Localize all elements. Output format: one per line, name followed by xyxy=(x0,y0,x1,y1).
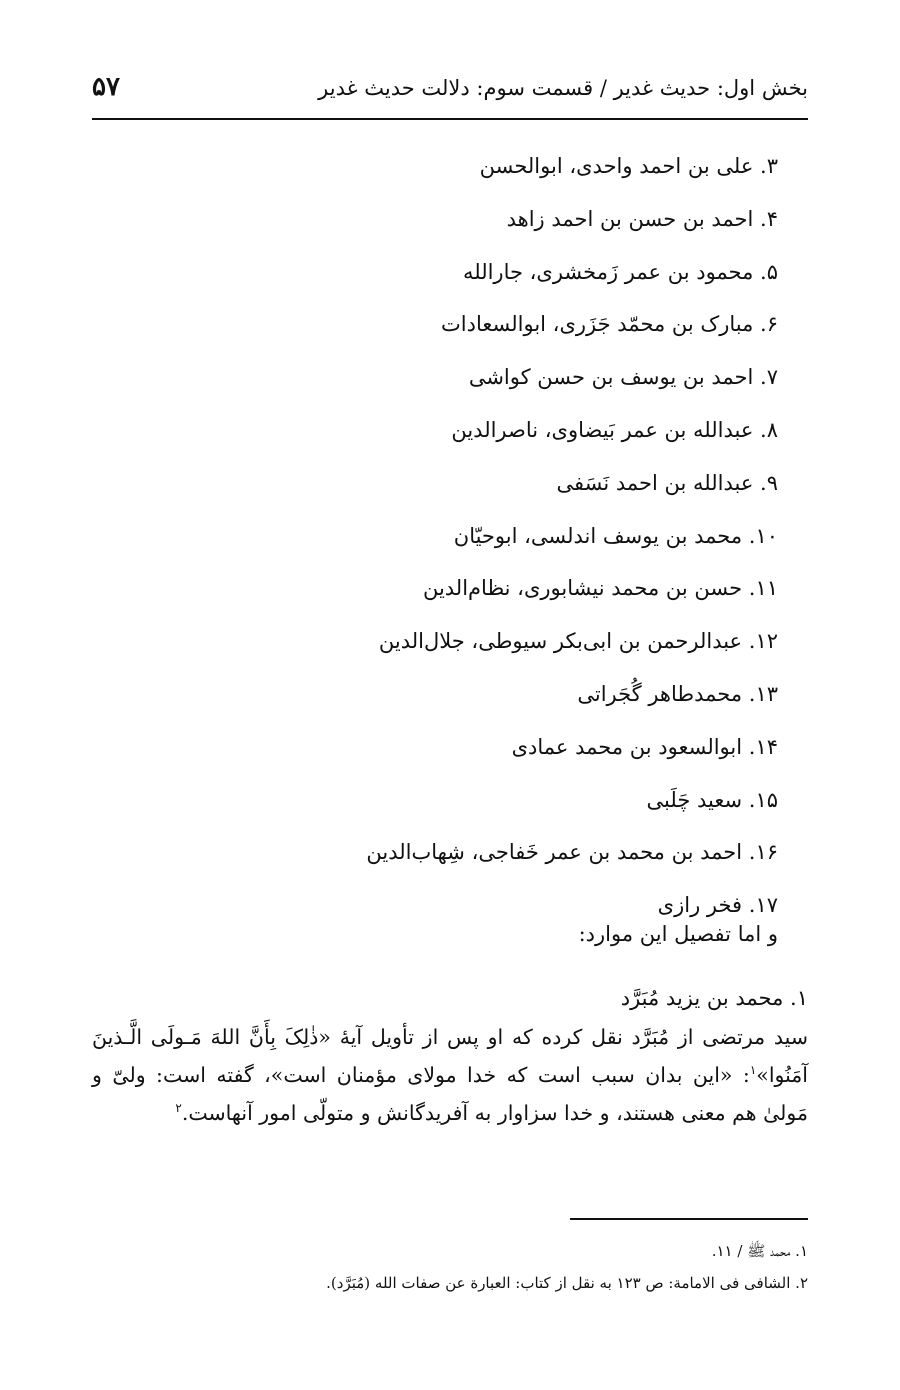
list-item: ۵. محمود بن عمر زَمخشری، جارالله xyxy=(462,259,778,284)
list-item: ۱۲. عبدالرحمن بن ابی‌بکر سیوطی، جلال‌الدین xyxy=(378,629,778,654)
commentators-list xyxy=(218,140,778,932)
running-title: بخش اول: حدیث غدیر / قسمت سوم: دلالت حدیث غدیر xyxy=(318,76,808,100)
footnote-divider xyxy=(570,1218,808,1220)
list-item: ۳. علی بن احمد واحدی، ابوالحسن xyxy=(479,154,778,178)
list-item: ۷. احمد بن یوسف بن حسن کواشی xyxy=(468,365,778,390)
list-item: ۸. عبدالله بن عمر بَیضاوی، ناصرالدین xyxy=(451,417,778,442)
list-item: ۱۵. سعید چَلَبی xyxy=(646,787,778,812)
footnote-1: ۱. محمد ﷺ / ۱۱. xyxy=(711,1242,808,1260)
list-item: ۹. عبدالله بن احمد نَسَفی xyxy=(556,470,778,495)
list-item: ۱۳. محمدطاهر گُجَراتی xyxy=(577,681,778,706)
list-item: ۱۴. ابوالسعود بن محمد عمادی xyxy=(511,734,778,759)
list-item: ۱۱. حسن بن محمد نیشابوری، نظام‌الدین xyxy=(422,576,778,601)
list-item: ۱۷. فخر رازی xyxy=(657,893,778,918)
header-divider xyxy=(92,118,808,120)
paragraph-text: : «این بدان سبب است که خدا مولای مؤمنان است»، گفته است: ولیّ و مَولیٰ هم معنی هستند، و خدا سزاوار به آفریدگانش و متولّی امور آنهاست. xyxy=(92,1063,808,1125)
list-item: ۱۶. احمد بن محمد بن عمر خَفاجی، شِهاب‌الدین xyxy=(366,840,778,865)
footnote-2: ۲. الشافی فی الامامة: ص ۱۲۳ به نقل از کتاب: العبارة عن صفات الله (مُبَرَّد). xyxy=(326,1274,808,1292)
page-header xyxy=(92,70,808,110)
footnote-ref-1[interactable]: ۱ xyxy=(749,1063,757,1078)
list-item: ۶. مبارک بن محمّد جَزَری، ابوالسعادات xyxy=(441,312,778,337)
list-item: ۱۰. محمد بن یوسف اندلسی، ابوحیّان xyxy=(453,523,778,548)
body-paragraph xyxy=(92,1018,808,1132)
section-heading: ۱. محمد بن یزید مُبَرَّد xyxy=(620,986,808,1010)
intro-line: و اما تفصیل این موارد: xyxy=(578,922,778,946)
page-number: ۵۷ xyxy=(92,72,120,102)
paragraph-text: سید مرتضی از مُبَرَّد نقل کرده که او پس از تأویل آیهٔ «ذٰلِکَ بِأَنَّ اللهَ مَـولَی الَّـذینَ آمَنُوا» xyxy=(92,1025,808,1087)
footnote-ref-2[interactable]: ۲ xyxy=(175,1101,182,1116)
list-item: ۴. احمد بن حسن بن احمد زاهد xyxy=(506,206,778,231)
